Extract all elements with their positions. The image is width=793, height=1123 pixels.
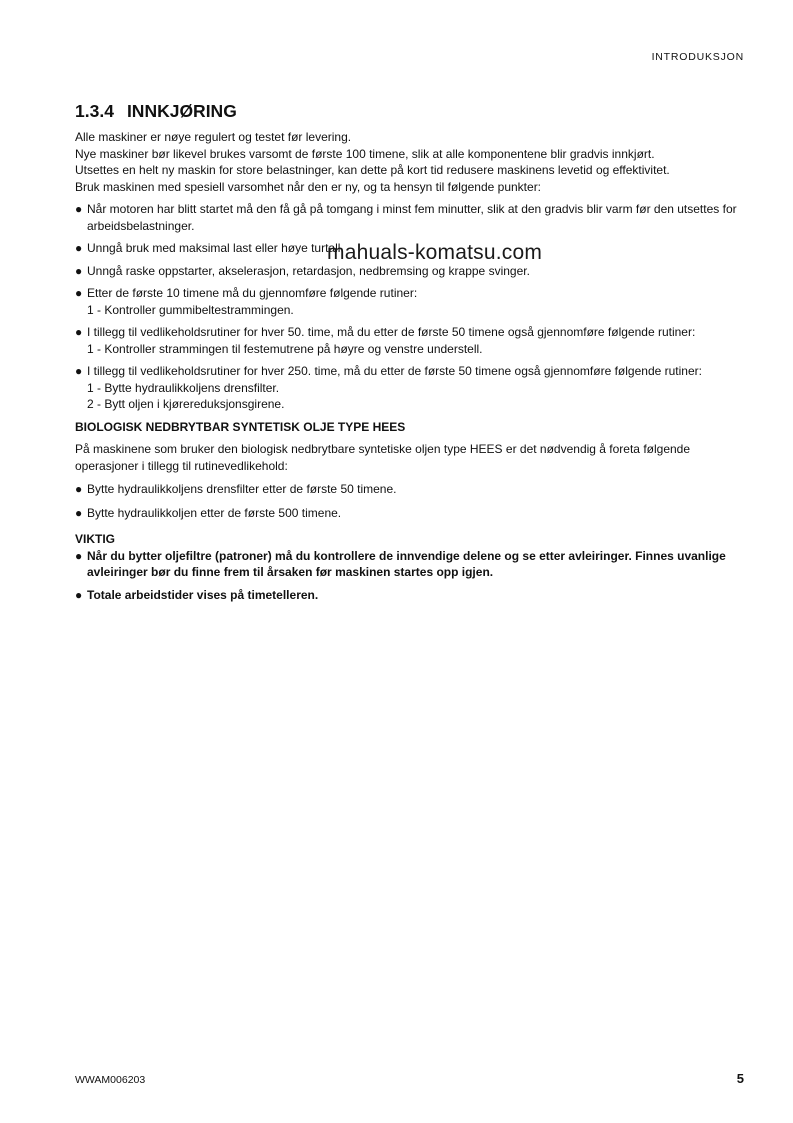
sub-step: 1 - Kontroller gummibeltestrammingen. (87, 302, 294, 317)
list-item-text: I tillegg til vedlikeholdsrutiner for hver 250. time, må du etter de første 50 timene også gjennomføre følgende rutiner: (87, 364, 702, 378)
list-item-text: Bytte hydraulikkoljens drensfilter etter de første 50 timene. (87, 482, 397, 496)
page-title (75, 101, 237, 122)
important-list (75, 548, 745, 604)
list-item-text: Bytte hydraulikkoljen etter de første 500 timene. (87, 505, 342, 520)
bullet-dot-icon: ● (75, 364, 83, 378)
section-header: INTRODUKSJON (651, 51, 744, 63)
sub-step: 1 - Bytte hydraulikkoljens drensfilter. (87, 380, 280, 395)
bullet-dot-icon: ● (75, 286, 83, 300)
list-item-text: Unngå bruk med maksimal last eller høye turtall. (87, 241, 344, 255)
page-number: 5 (736, 1071, 744, 1086)
run-in-list (75, 201, 745, 413)
hees-list (75, 481, 745, 521)
main-content (75, 129, 745, 603)
list-item-text: Totale arbeidstider vises på timetelleren. (87, 587, 319, 602)
bullet-dot-icon: ● (75, 241, 83, 255)
hees-text: På maskinene som bruker den biologisk nedbrytbare syntetiske oljen type HEES er det nødvendig å foreta følgende operasjoner i tillegg til rutinevedlikehold: (75, 442, 691, 473)
list-item-text: Når motoren har blitt startet må den få gå på tomgang i minst fem minutter, slik at den gradvis blir varm før den utsettes for arbeidsbelastninger. (87, 202, 737, 233)
list-item (75, 363, 745, 413)
list-item (75, 481, 745, 498)
intro-line: Utsettes en helt ny maskin for store belastninger, kan dette på kort tid redusere maskinens levetid og effektivitet. (75, 163, 670, 177)
section-title: INNKJØRING (126, 101, 237, 121)
section-number: 1.3.4 (75, 101, 114, 121)
list-item-text: Etter de første 10 timene må du gjennomføre følgende rutiner: (87, 286, 418, 300)
list-item-text: Når du bytter oljefiltre (patroner) må du kontrollere de innvendige delene og se etter avleiringer. Finnes uvanlige avleiringer bør du finne frem til årsaken før maskinen startes opp igjen. (87, 548, 726, 579)
important-label: VIKTIG (75, 532, 116, 546)
list-item (75, 285, 745, 318)
list-item-text: I tillegg til vedlikeholdsrutiner for hver 50. time, må du etter de første 50 timene også gjennomføre følgende rutiner: (87, 325, 696, 339)
bullet-dot-icon: ● (75, 263, 83, 278)
intro-line: Bruk maskinen med spesiell varsomhet når den er ny, og ta hensyn til følgende punkter: (75, 179, 542, 194)
list-item-text: Unngå raske oppstarter, akselerasjon, retardasjon, nedbremsing og krappe svinger. (87, 263, 530, 278)
list-item (75, 587, 745, 604)
bullet-dot-icon: ● (75, 202, 83, 216)
bullet-dot-icon: ● (75, 505, 83, 520)
list-item (75, 548, 745, 581)
bullet-dot-icon: ● (75, 587, 83, 602)
intro-line: Nye maskiner bør likevel brukes varsomt de første 100 timene, slik at alle komponentene blir gradvis innkjørt. (75, 146, 655, 161)
intro-line: Alle maskiner er nøye regulert og testet før levering. (75, 130, 352, 144)
hees-heading: BIOLOGISK NEDBRYTBAR SYNTETISK OLJE TYPE HEES (75, 419, 406, 434)
document-code: WWAM006203 (75, 1074, 146, 1086)
bullet-dot-icon: ● (75, 548, 83, 563)
sub-step: 2 - Bytt oljen i kjørereduksjonsgirene. (87, 397, 285, 411)
sub-step: 1 - Kontroller strammingen til festemutrene på høyre og venstre understell. (87, 341, 483, 356)
list-item (75, 505, 745, 522)
watermark: mahuals-komatsu.com (327, 241, 543, 264)
list-item (75, 324, 745, 357)
bullet-dot-icon: ● (75, 482, 83, 496)
list-item (75, 201, 745, 234)
bullet-dot-icon: ● (75, 325, 83, 339)
